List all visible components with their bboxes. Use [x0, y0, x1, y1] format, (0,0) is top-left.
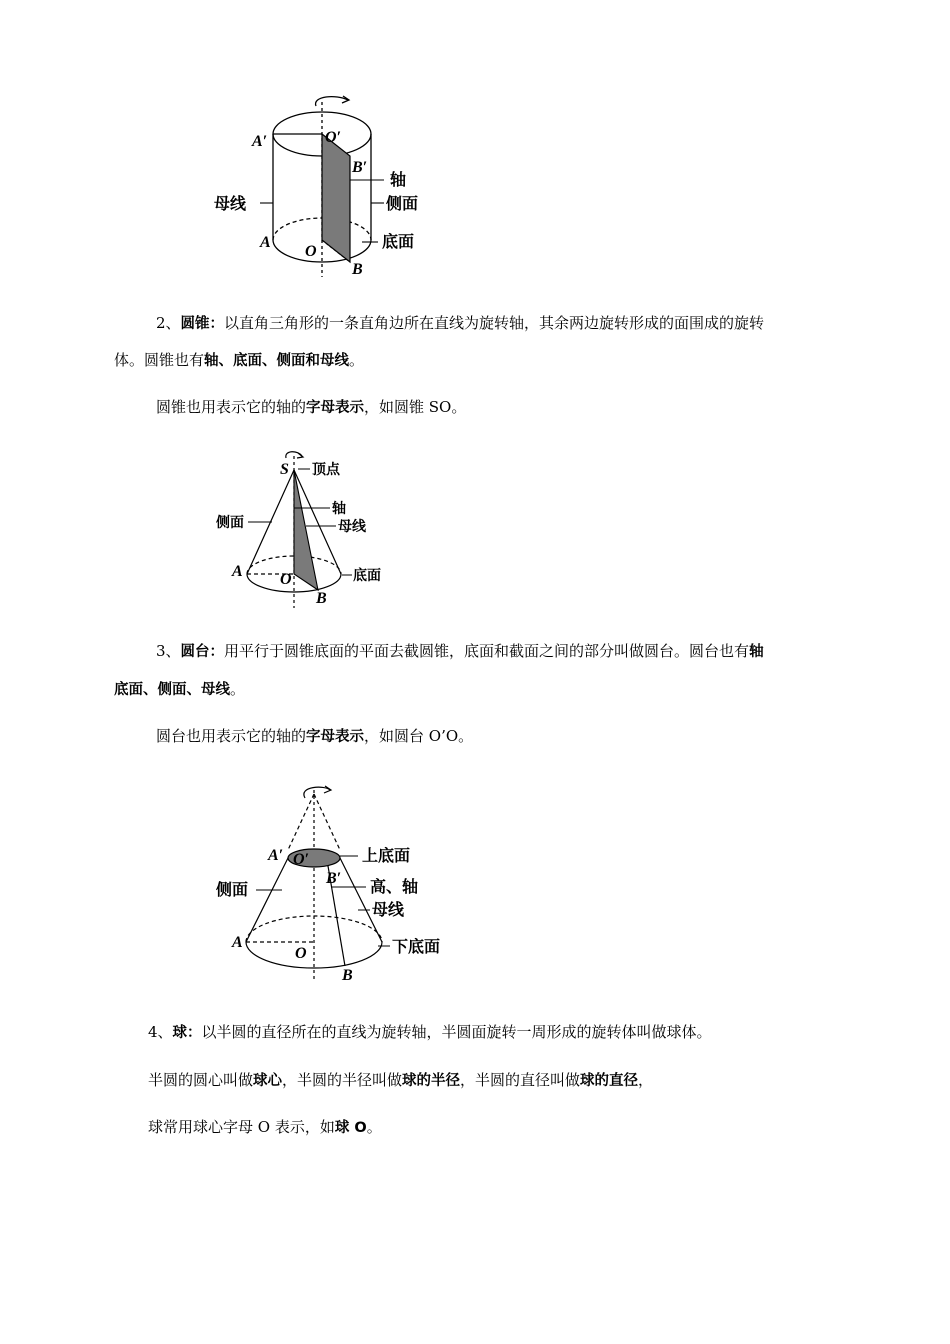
point-b: B [352, 261, 363, 278]
label-base: 底面 [353, 568, 381, 584]
point-a: A [232, 563, 243, 580]
label-side: 侧面 [216, 880, 249, 899]
point-b: B [342, 967, 353, 984]
cone-notation: 圆锥也用表示它的轴的字母表示，如圆锥 SO。 [156, 398, 467, 416]
frustum-figure [210, 780, 460, 985]
frustum-elements: 底面、侧面、母线。 [114, 680, 246, 698]
point-o-prime: O′ [293, 851, 310, 868]
point-s: S [280, 461, 289, 478]
point-o: O [280, 571, 292, 588]
label-axis: 轴 [332, 501, 346, 517]
point-o: O [295, 945, 307, 962]
cone-elements: 体。圆锥也有轴、底面、侧面和母线。 [114, 351, 365, 369]
label-axis: 轴 [390, 170, 407, 189]
point-o-prime: O′ [325, 129, 342, 146]
label-bottom-base: 下底面 [392, 937, 441, 956]
sphere-terms: 半圆的圆心叫做球心，半圆的半径叫做球的半径，半圆的直径叫做球的直径， [148, 1071, 654, 1089]
label-apex: 顶点 [312, 462, 340, 478]
label-height-axis: 高、轴 [370, 877, 419, 896]
point-o: O [305, 243, 317, 260]
cone-definition: 2、圆锥：以直角三角形的一条直角边所在直线为旋转轴，其余两边旋转形成的面围成的旋转 [156, 314, 765, 332]
label-generatrix: 母线 [214, 194, 247, 213]
cylinder-figure [200, 92, 450, 282]
cone-section-triangle [294, 470, 318, 590]
label-generatrix: 母线 [338, 519, 366, 535]
label-base: 底面 [382, 232, 415, 251]
point-a-prime: A′ [252, 133, 268, 150]
label-side: 侧面 [386, 194, 419, 213]
label-generatrix: 母线 [372, 900, 405, 919]
sphere-notation: 球常用球心字母 O 表示，如球 O。 [148, 1118, 382, 1136]
point-b-prime: B′ [326, 870, 342, 887]
frustum-notation: 圆台也用表示它的轴的字母表示，如圆台 O’O。 [156, 727, 474, 745]
point-b-prime: B′ [352, 159, 368, 176]
label-top-base: 上底面 [362, 846, 411, 865]
cone-figure [210, 448, 410, 610]
point-b: B [316, 590, 327, 607]
cylinder-section-rect [322, 134, 350, 262]
point-a: A [232, 934, 243, 951]
label-side: 侧面 [216, 515, 244, 531]
frustum-definition: 3、圆台：用平行于圆锥底面的平面去截圆锥，底面和截面之间的部分叫做圆台。圆台也有轴 [156, 642, 764, 660]
sphere-definition: 4、球：以半圆的直径所在的直线为旋转轴，半圆面旋转一周形成的旋转体叫做球体。 [148, 1023, 712, 1041]
point-a-prime: A′ [268, 847, 284, 864]
point-a: A [260, 234, 271, 251]
